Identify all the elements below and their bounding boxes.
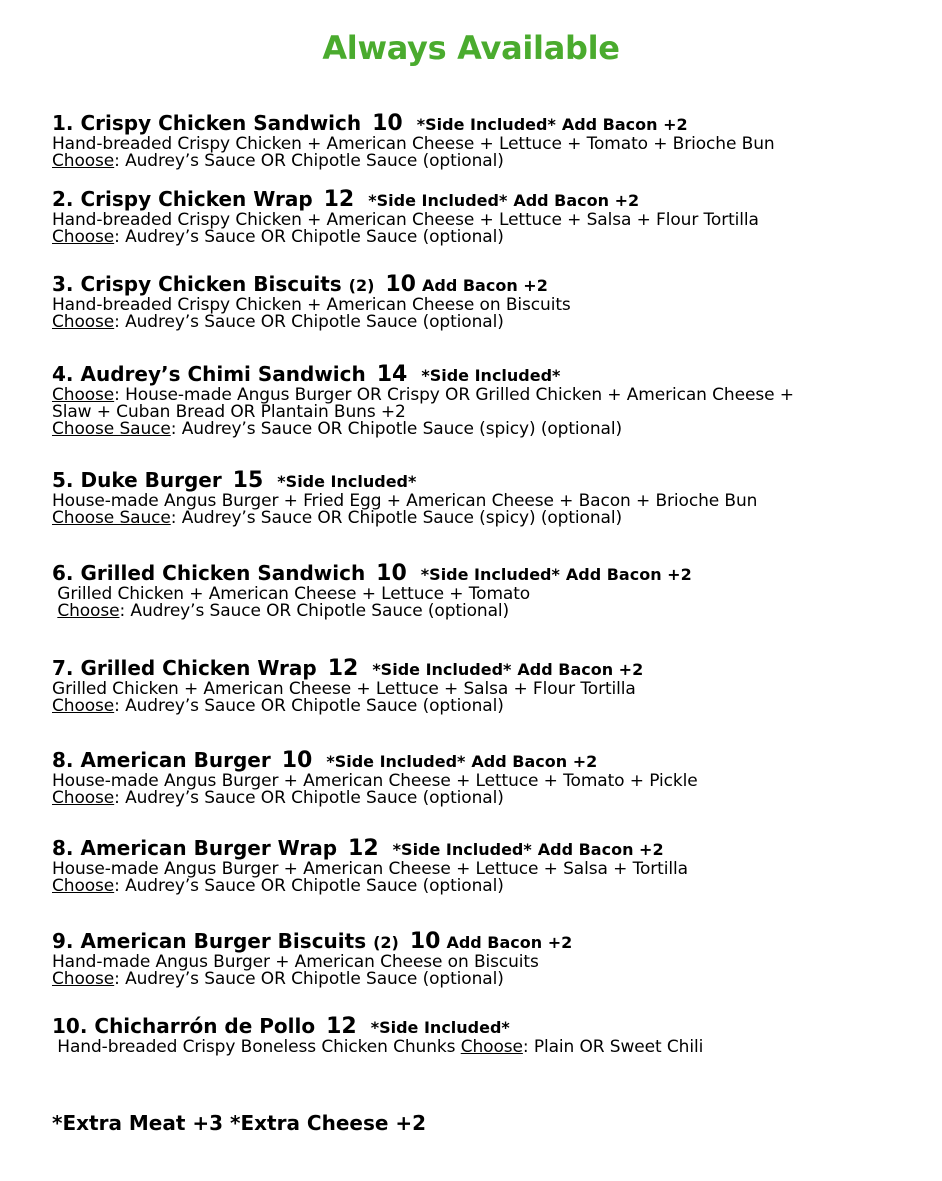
choose-label: Choose Sauce [52,508,171,528]
description-text: House-made Angus Burger + Fried Egg + American Cheese + Bacon + Brioche Bun [52,491,758,511]
description-text: : Audrey’s Sauce OR Chipotle Sauce (optional) [114,696,504,716]
menu-item-price: 10 [372,111,403,136]
description-text: : Audrey’s Sauce OR Chipotle Sauce (spicy) (optional) [170,419,622,439]
menu-item-header [52,186,932,212]
add-bacon-note: Add Bacon +2 [422,276,548,295]
menu-item-price: 14 [376,362,408,387]
menu-item-price: 10 [281,748,313,773]
add-bacon-note: Add Bacon +2 [517,660,644,679]
extras-footer: *Extra Meat +3 *Extra Cheese +2 [52,1111,427,1135]
add-bacon-note: Add Bacon +2 [537,840,664,859]
menu-item-name: 8. American Burger [52,748,271,772]
side-included-note: *Side Included* [370,1018,510,1037]
menu-item-name: 2. Crispy Chicken Wrap [52,187,313,211]
menu-item [52,928,932,988]
side-included-note: *Side Included* [326,752,466,771]
menu-item-price: 12 [327,656,359,681]
menu-item [52,467,932,527]
menu-item-header [52,747,932,773]
add-bacon-note: Add Bacon +2 [513,191,640,210]
menu-item-description [52,878,932,895]
choose-label: Choose [460,1037,523,1057]
menu-item [52,271,932,331]
description-text: Grilled Chicken + American Cheese + Lettuce + Tomato [52,584,531,604]
description-text: House-made Angus Burger + American Cheese + Lettuce + Salsa + Tortilla [52,859,688,879]
description-text: : Plain OR Sweet Chili [522,1037,704,1057]
menu-item-description [52,603,932,620]
menu-item-name: 1. Crispy Chicken Sandwich [52,111,362,135]
menu-item-name: 3. Crispy Chicken Biscuits [52,272,342,296]
side-included-note: *Side Included* [416,115,556,134]
description-text: Hand-made Angus Burger + American Cheese on Biscuits [52,952,539,972]
side-included-note: *Side Included* [420,565,560,584]
choose-label: Choose [52,876,115,896]
menu-item-name: 6. Grilled Chicken Sandwich [52,561,366,585]
menu-item-name: 7. Grilled Chicken Wrap [52,656,317,680]
description-text: : House-made Angus Burger OR Crispy OR Grilled Chicken + American Cheese + [114,385,794,405]
menu-item-header [52,655,932,681]
add-bacon-note: Add Bacon +2 [561,115,688,134]
menu-item-count: (2) [348,276,375,295]
menu-item-price: 10 [409,929,441,954]
menu-item-description [52,1039,932,1056]
menu-item-price: 10 [376,561,407,586]
menu-item-description [52,510,932,527]
description-text: : Audrey’s Sauce OR Chipotle Sauce (optional) [114,876,504,896]
side-included-note: *Side Included* [421,366,561,385]
menu-item-price: 12 [348,836,379,861]
menu-item-name: 4. Audrey’s Chimi Sandwich [52,362,366,386]
description-text: Grilled Chicken + American Cheese + Lettuce + Salsa + Flour Tortilla [52,679,636,699]
menu-item [52,1013,932,1056]
menu-item [52,186,932,246]
menu-item-price: 15 [232,468,264,493]
add-bacon-note: Add Bacon +2 [565,565,692,584]
menu-item-description [52,698,932,715]
menu-item-name: 8. American Burger Wrap [52,836,338,860]
choose-label: Choose [52,969,115,989]
page-title: Always Available [322,29,620,67]
menu-item-name: 10. Chicharrón de Pollo [52,1014,316,1038]
description-text: Hand-breaded Crispy Chicken + American Cheese + Lettuce + Salsa + Flour Tortilla [52,210,759,230]
choose-label: Choose Sauce [52,419,171,439]
menu-item [52,835,932,895]
choose-label: Choose [52,385,115,405]
menu-item-header [52,928,932,954]
menu-item-description [52,229,932,246]
description-text: : Audrey’s Sauce OR Chipotle Sauce (optional) [114,312,504,332]
description-text: : Audrey’s Sauce OR Chipotle Sauce (spicy) (optional) [170,508,622,528]
choose-label: Choose [52,696,115,716]
choose-label: Choose [52,312,115,332]
side-included-note: *Side Included* [392,840,532,859]
menu-item-name: 9. American Burger Biscuits [52,929,367,953]
description-text: : Audrey’s Sauce OR Chipotle Sauce (optional) [114,788,504,808]
add-bacon-note: Add Bacon +2 [471,752,598,771]
menu-item-header [52,110,932,136]
choose-label: Choose [52,788,115,808]
description-text: Hand-breaded Crispy Chicken + American Cheese + Lettuce + Tomato + Brioche Bun [52,134,775,154]
menu-item [52,110,932,170]
menu-item [52,747,932,807]
menu-item-description [52,153,932,170]
menu-item-description [52,421,932,438]
choose-label: Choose [52,227,115,247]
menu-item-description [52,971,932,988]
menu-item-price: 12 [323,187,355,212]
description-text: : Audrey’s Sauce OR Chipotle Sauce (optional) [114,969,504,989]
side-included-note: *Side Included* [372,660,512,679]
menu-item-price: 10 [385,272,416,297]
menu-item-header [52,467,932,493]
menu-item-price: 12 [326,1014,357,1039]
menu-item-header [52,271,932,297]
description-text: House-made Angus Burger + American Cheese + Lettuce + Tomato + Pickle [52,771,698,791]
menu-item [52,560,932,620]
description-text: Hand-breaded Crispy Boneless Chicken Chunks [52,1037,461,1057]
menu-item [52,361,932,438]
menu-item-header [52,361,932,387]
menu-item-description [52,790,932,807]
side-included-note: *Side Included* [368,191,508,210]
choose-label: Choose [52,151,115,171]
menu-item [52,655,932,715]
choose-label: Choose [57,601,120,621]
menu-item-description [52,314,932,331]
menu-item-header [52,835,932,861]
menu-item-header [52,1013,932,1039]
description-text: Hand-breaded Crispy Chicken + American Cheese on Biscuits [52,295,571,315]
menu-item-name: 5. Duke Burger [52,468,222,492]
description-text: Slaw + Cuban Bread OR Plantain Buns +2 [52,402,406,422]
add-bacon-note: Add Bacon +2 [446,933,573,952]
description-text: : Audrey’s Sauce OR Chipotle Sauce (optional) [119,601,510,621]
description-text: : Audrey’s Sauce OR Chipotle Sauce (optional) [114,151,504,171]
description-text: : Audrey’s Sauce OR Chipotle Sauce (optional) [114,227,504,247]
side-included-note: *Side Included* [277,472,417,491]
menu-item-header [52,560,932,586]
menu-item-count: (2) [373,933,399,952]
